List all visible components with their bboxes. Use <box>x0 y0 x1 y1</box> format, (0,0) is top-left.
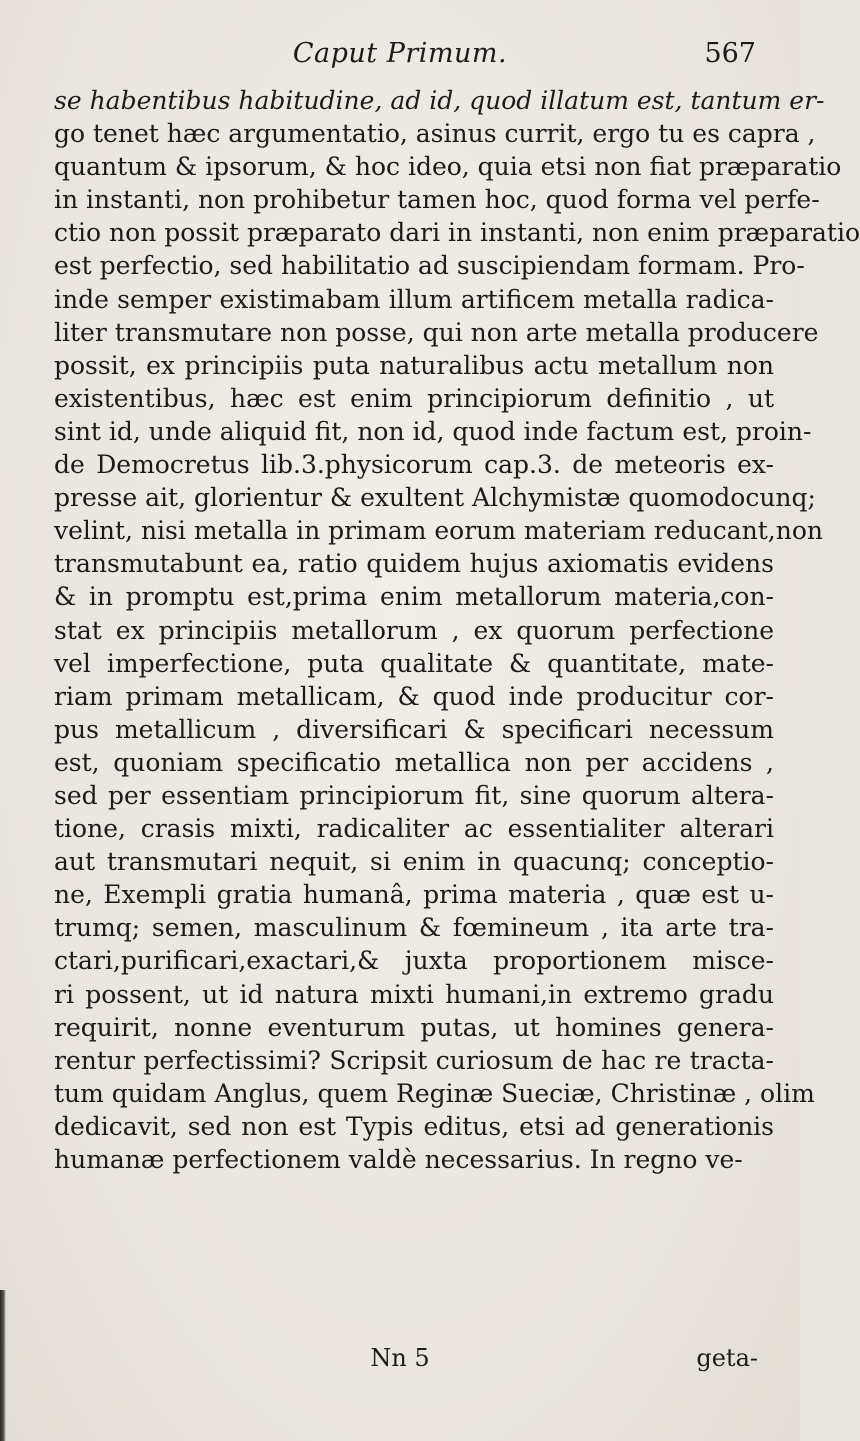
text-line: requirit, nonne eventurum putas, ut homines genera- <box>54 1012 774 1042</box>
text-line: possit, ex principiis puta naturalibus actu metallum non <box>54 350 774 380</box>
text-line: sint id, unde aliquid fit, non id, quod inde factum est, proin- <box>54 416 812 446</box>
text-line: existentibus, hæc est enim principiorum definitio , ut <box>54 383 774 413</box>
text-line: transmutabunt ea, ratio quidem hujus axiomatis evidens <box>54 549 774 579</box>
text-line: tum quidam Anglus, quem Reginæ Sueciæ, Christinæ , olim <box>54 1078 815 1108</box>
text-line: go tenet hæc argumentatio, asinus currit, ergo tu es capra , <box>54 119 816 149</box>
text-line: se habentibus habitudine, ad id, quod illatum est, tantum er- <box>54 86 825 115</box>
signature-mark: Nn 5 <box>370 1344 430 1372</box>
text-line: presse ait, glorientur & exultent Alchymistæ quomodocunq; <box>54 483 816 513</box>
text-line: quantum & ipsorum, & hoc ideo, quia etsi non fiat præparatio <box>54 152 842 182</box>
text-line: inde semper existimabam illum artificem metalla radica- <box>54 284 774 314</box>
text-line: stat ex principiis metallorum , ex quorum perfectione <box>54 615 774 645</box>
text-line: aut transmutari nequit, si enim in quacunq; conceptio- <box>54 847 774 877</box>
text-line: trumq; semen, masculinum & fœmineum , ita arte tra- <box>54 913 774 943</box>
text-line: ne, Exempli gratia humanâ, prima materia , quæ est u- <box>54 880 774 910</box>
text-line: humanæ perfectionem valdè necessarius. In regno ve- <box>54 1145 743 1174</box>
body-text <box>54 84 860 1176</box>
text-line: ri possent, ut id natura mixti humani,in extremo gradu <box>54 979 774 1009</box>
running-head: Caput Primum. <box>292 38 508 69</box>
text-line: liter transmutare non posse, qui non arte metalla producere <box>54 317 819 347</box>
binding-edge-shadow <box>0 1290 6 1441</box>
text-line: ctari,purificari,exactari,& juxta proportionem misce- <box>54 946 774 976</box>
text-line: riam primam metallicam, & quod inde producitur cor- <box>54 681 774 711</box>
page-header <box>0 38 800 78</box>
text-line: rentur perfectissimi? Scripsit curiosum de hac re tracta- <box>54 1045 774 1075</box>
catchword: geta- <box>696 1344 758 1372</box>
text-line: de Democretus lib.3.physicorum cap.3. de meteoris ex- <box>54 450 774 480</box>
text-line: vel imperfectione, puta qualitate & quantitate, mate- <box>54 648 774 678</box>
page-number: 567 <box>704 38 756 69</box>
text-line: pus metallicum , diversificari & specificari necessum <box>54 714 774 744</box>
text-line: est, quoniam specificatio metallica non per accidens , <box>54 747 774 777</box>
text-line: ctio non possit præparato dari in instanti, non enim præparatio <box>54 218 860 248</box>
page-footer <box>0 1344 800 1380</box>
text-line: dedicavit, sed non est Typis editus, etsi ad generationis <box>54 1111 774 1141</box>
text-line: velint, nisi metalla in primam eorum materiam reducant,non <box>54 516 823 546</box>
text-line: sed per essentiam principiorum fit, sine quorum altera- <box>54 780 774 810</box>
text-line: est perfectio, sed habilitatio ad suscipiendam formam. Pro- <box>54 251 805 281</box>
text-line: & in promptu est,prima enim metallorum materia,con- <box>54 582 774 612</box>
text-line: in instanti, non prohibetur tamen hoc, quod forma vel perfe- <box>54 185 820 215</box>
text-line: tione, crasis mixti, radicaliter ac essentialiter alterari <box>54 814 774 844</box>
